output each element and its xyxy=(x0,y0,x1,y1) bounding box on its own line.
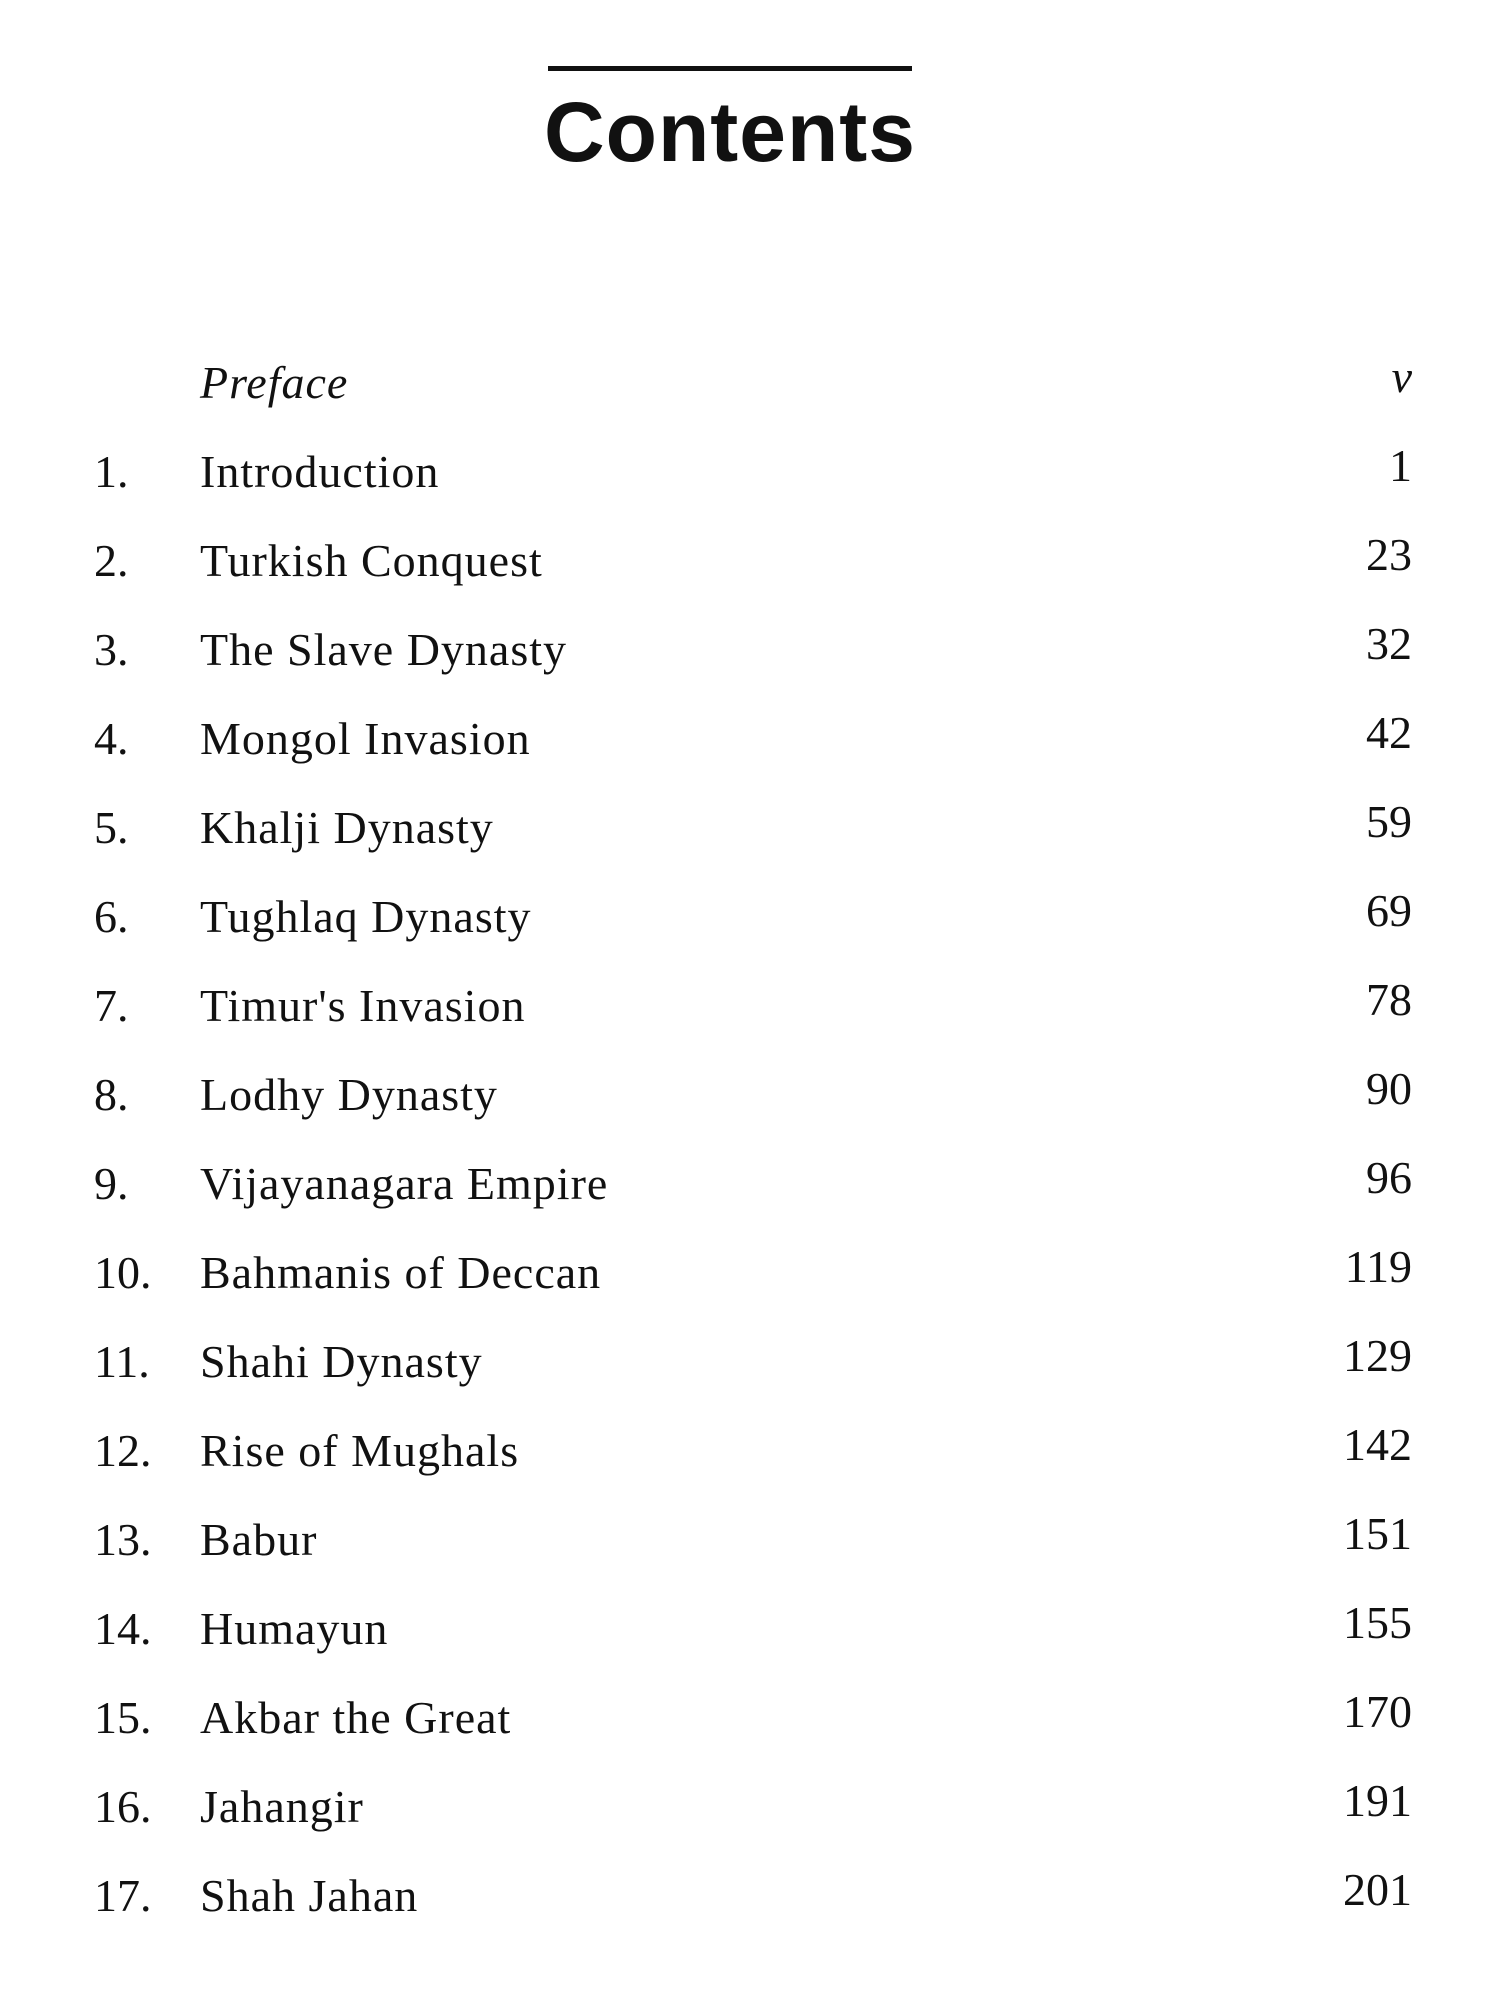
toc-entry-title: Akbar the Great xyxy=(200,1692,512,1743)
toc-entry-number: 1. xyxy=(94,446,129,497)
toc-entry-number: 8. xyxy=(94,1069,129,1120)
toc-entry[interactable] xyxy=(0,1139,1500,1228)
toc-entry-title: Introduction xyxy=(200,446,440,497)
toc-entry-page: 59 xyxy=(1366,796,1412,847)
toc-entry-number: 11. xyxy=(94,1336,150,1387)
toc-entry-page: 201 xyxy=(1343,1864,1412,1915)
toc-entry[interactable] xyxy=(0,1584,1500,1673)
toc-entry-title: Lodhy Dynasty xyxy=(200,1069,498,1120)
toc-entry[interactable] xyxy=(0,1050,1500,1139)
toc-entry-title: Timur's Invasion xyxy=(200,980,526,1031)
toc-entry-title: Turkish Conquest xyxy=(200,535,543,586)
toc-entry[interactable] xyxy=(0,872,1500,961)
toc-entry-page: 42 xyxy=(1366,707,1412,758)
toc-entry[interactable] xyxy=(0,1495,1500,1584)
toc-entry-page: 69 xyxy=(1366,885,1412,936)
toc-entry-page: 155 xyxy=(1343,1597,1412,1648)
toc-entry-number: 17. xyxy=(94,1870,152,1921)
toc-entry[interactable] xyxy=(0,783,1500,872)
toc-entry-number: 9. xyxy=(94,1158,129,1209)
toc-entry-title: The Slave Dynasty xyxy=(200,624,568,675)
toc-entry-number: 10. xyxy=(94,1247,152,1298)
toc-entry-page: v xyxy=(1391,351,1412,402)
toc-entry-page: 32 xyxy=(1366,618,1412,669)
toc-entry-page: 119 xyxy=(1344,1241,1412,1292)
toc-entry-title: Jahangir xyxy=(200,1781,364,1832)
toc-entry-page: 142 xyxy=(1343,1419,1412,1470)
title-rule xyxy=(548,66,912,71)
toc-entry[interactable] xyxy=(0,516,1500,605)
toc-entry[interactable] xyxy=(0,1228,1500,1317)
toc-entry-number: 5. xyxy=(94,802,129,853)
toc-entry-title: Khalji Dynasty xyxy=(200,802,494,853)
toc-entry-page: 129 xyxy=(1343,1330,1412,1381)
toc-entry-page: 191 xyxy=(1343,1775,1412,1826)
toc-entry[interactable] xyxy=(0,1851,1500,1940)
toc-entry-number: 4. xyxy=(94,713,129,764)
toc-entry[interactable] xyxy=(0,694,1500,783)
page-title: Contents xyxy=(544,85,916,179)
toc-entry-title: Rise of Mughals xyxy=(200,1425,520,1476)
toc-entry-number: 13. xyxy=(94,1514,152,1565)
toc-entry[interactable] xyxy=(0,961,1500,1050)
toc-entry-page: 90 xyxy=(1366,1063,1412,1114)
toc-entry[interactable] xyxy=(0,427,1500,516)
toc-entry-page: 1 xyxy=(1389,440,1412,491)
toc-entry[interactable] xyxy=(0,1762,1500,1851)
toc-entry-number: 3. xyxy=(94,624,129,675)
toc-entry-title: Mongol Invasion xyxy=(200,713,531,764)
toc-entry-number: 12. xyxy=(94,1425,152,1476)
toc-entry-page: 151 xyxy=(1343,1508,1412,1559)
toc-entry-title: Shah Jahan xyxy=(200,1870,419,1921)
toc-entry-page: 23 xyxy=(1366,529,1412,580)
toc-entry-preface[interactable] xyxy=(0,338,1500,427)
toc-entry-title: Humayun xyxy=(200,1603,389,1654)
toc-entry-page: 96 xyxy=(1366,1152,1412,1203)
toc-entry[interactable] xyxy=(0,1317,1500,1406)
toc-entry-number: 15. xyxy=(94,1692,152,1743)
table-of-contents xyxy=(0,338,1500,1940)
toc-entry-number: 2. xyxy=(94,535,129,586)
toc-entry-number: 6. xyxy=(94,891,129,942)
toc-entry-title: Preface xyxy=(200,357,349,408)
toc-entry[interactable] xyxy=(0,1406,1500,1495)
toc-entry-title: Vijayanagara Empire xyxy=(200,1158,609,1209)
toc-entry-page: 170 xyxy=(1343,1686,1412,1737)
toc-entry-number: 14. xyxy=(94,1603,152,1654)
toc-entry-number: 7. xyxy=(94,980,129,1031)
toc-entry-title: Tughlaq Dynasty xyxy=(200,891,532,942)
toc-entry[interactable] xyxy=(0,1673,1500,1762)
toc-entry-title: Babur xyxy=(200,1514,318,1565)
toc-entry-page: 78 xyxy=(1366,974,1412,1025)
toc-entry-title: Bahmanis of Deccan xyxy=(200,1247,602,1298)
toc-entry-title: Shahi Dynasty xyxy=(200,1336,483,1387)
toc-entry[interactable] xyxy=(0,605,1500,694)
toc-entry-number: 16. xyxy=(94,1781,152,1832)
